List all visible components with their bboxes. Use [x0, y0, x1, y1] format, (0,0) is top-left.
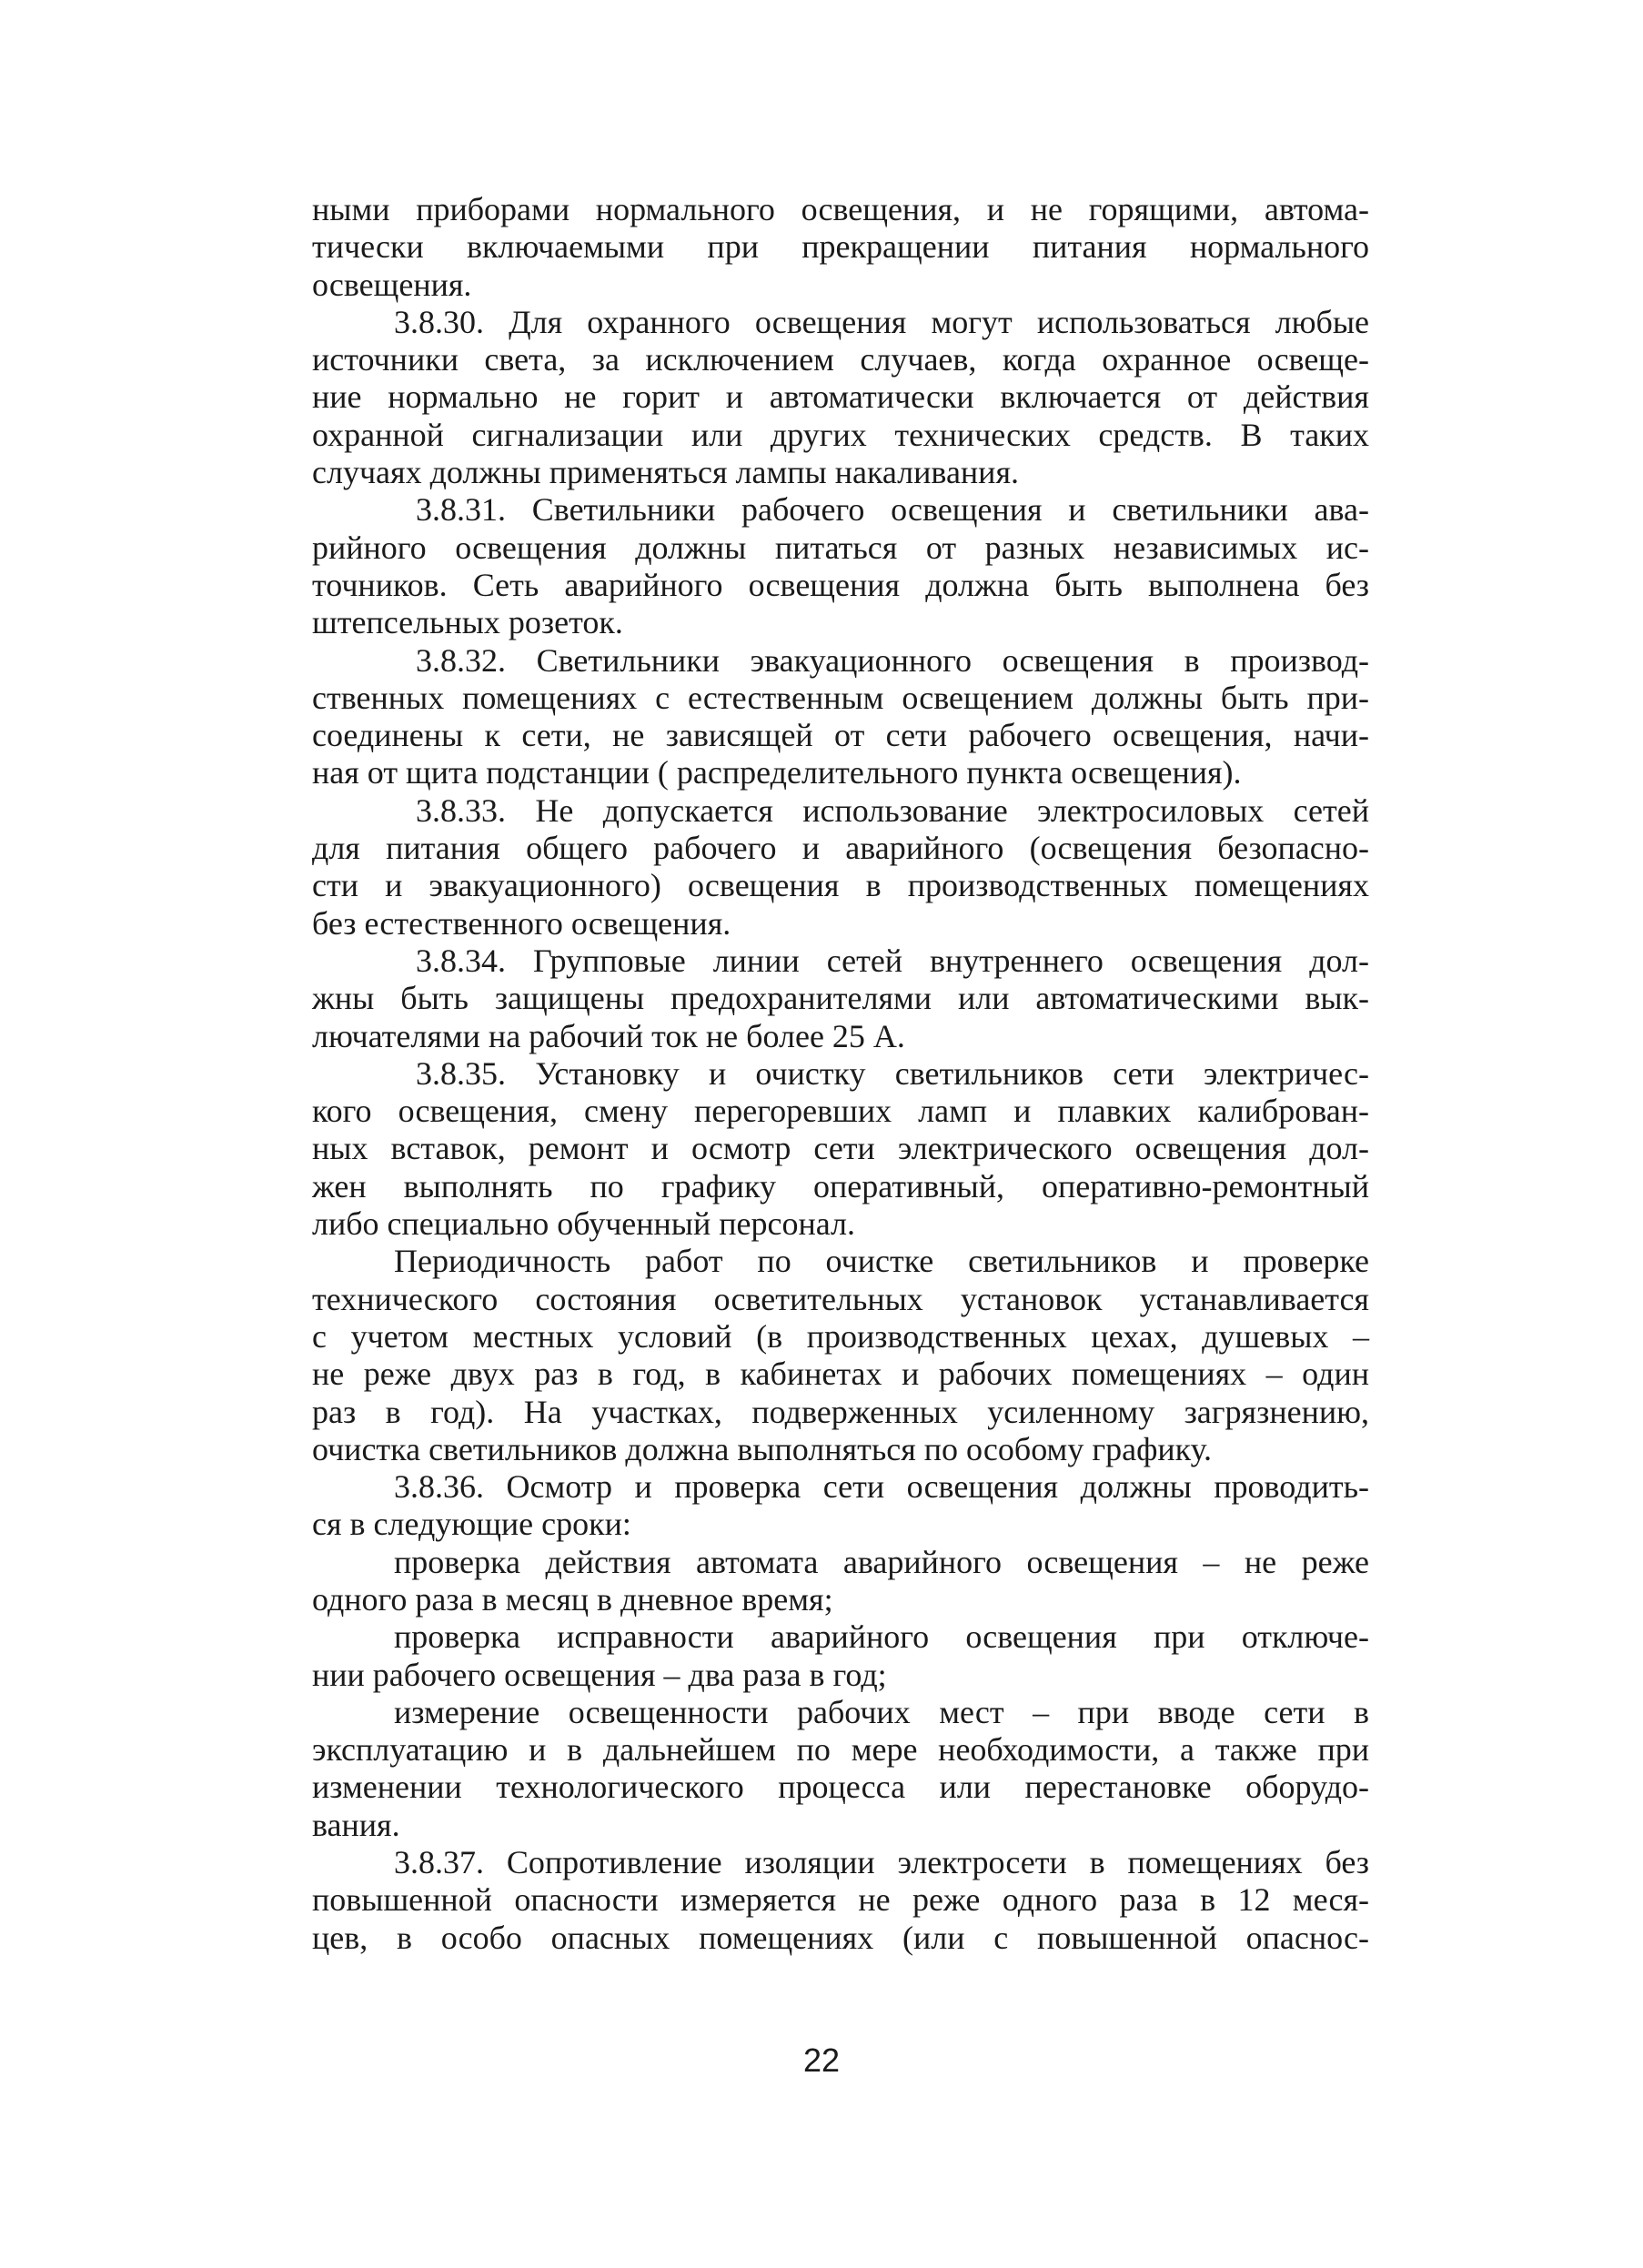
text-line: повышенной опасности измеряется не реже одного раза в 12 меся- [312, 1881, 1369, 1919]
paragraph-3-8-32-start: 3.8.32. Светильники эвакуационного освещения в производ- [416, 641, 1369, 679]
text-line: жен выполнять по графику оперативный, оперативно-ремонтный [312, 1167, 1369, 1205]
paragraph-periodicity-start: Периодичность работ по очистке светильников и проверке [394, 1243, 1369, 1280]
page-number: 22 [802, 2041, 841, 2079]
paragraph-3-8-33-start: 3.8.33. Не допускается использование электросиловых сетей [416, 791, 1369, 829]
paragraph-3-8-37-start: 3.8.37. Сопротивление изоляции электросети в помещениях без [394, 1844, 1369, 1881]
text-line: сти и эвакуационного) освещения в производственных помещениях [312, 867, 1369, 904]
text-line: не реже двух раз в год, в кабинетах и рабочих помещениях – один [312, 1356, 1369, 1393]
text-line: для питания общего рабочего и аварийного (освещения безопасно- [312, 830, 1369, 867]
text-line: эксплуатацию и в дальнейшем по мере необходимости, а также при [312, 1731, 1369, 1769]
text-line: технического состояния осветительных установок устанавливается [312, 1280, 1369, 1317]
text-line: случаях должны применяться лампы накаливания. [312, 454, 1020, 491]
text-line: раз в год). На участках, подверженных усиленному загрязнению, [312, 1393, 1369, 1430]
list-item-illumination-measure: измерение освещенности рабочих мест – при вводе сети в [394, 1693, 1369, 1730]
text-line: ние нормально не горит и автоматически включается от действия [312, 378, 1369, 416]
text-line: вания. [312, 1806, 400, 1843]
text-line: освещения. [312, 266, 472, 303]
text-line: тически включаемыми при прекращении питания нормального [312, 228, 1369, 266]
text-line: точников. Сеть аварийного освещения должна быть выполнена без [312, 566, 1369, 603]
text-line: охранной сигнализации или других технических средств. В таких [312, 416, 1369, 453]
paragraph-3-8-31-start: 3.8.31. Светильники рабочего освещения и светильники ава- [416, 491, 1369, 529]
text-line: ных вставок, ремонт и осмотр сети электрического освещения дол- [312, 1130, 1369, 1167]
text-line: либо специально обученный персонал. [312, 1205, 856, 1243]
text-line: очистка светильников должна выполняться по особому графику. [312, 1430, 1213, 1467]
text-line: соединены к сети, не зависящей от сети рабочего освещения, начи- [312, 717, 1369, 754]
paragraph-3-8-34-start: 3.8.34. Групповые линии сетей внутреннего освещения дол- [416, 942, 1369, 979]
paragraph-3-8-36-start: 3.8.36. Осмотр и проверка сети освещения должны проводить- [394, 1468, 1369, 1506]
text-line: ственных помещениях с естественным освещением должны быть при- [312, 679, 1369, 716]
text-line: ными приборами нормального освещения, и не горящими, автома- [312, 191, 1369, 227]
text-line: ся в следующие сроки: [312, 1506, 631, 1543]
list-item-emergency-check: проверка исправности аварийного освещения при отключе- [394, 1618, 1369, 1656]
text-line: изменении технологического процесса или перестановке оборудо- [312, 1769, 1369, 1806]
text-line: источники света, за исключением случаев, когда охранное освеще- [312, 341, 1369, 378]
text-line: цев, в особо опасных помещениях (или с повышенной опаснос- [312, 1919, 1369, 1956]
text-line: лючателями на рабочий ток не более 25 А. [312, 1017, 905, 1054]
text-line: без естественного освещения. [312, 904, 731, 942]
text-line: штепсельных розеток. [312, 604, 623, 641]
text-line: одного раза в месяц в дневное время; [312, 1580, 833, 1618]
text-line: с учетом местных условий (в производственных цехах, душевых – [312, 1317, 1369, 1355]
body-text [312, 191, 1369, 1957]
paragraph-3-8-35-start: 3.8.35. Установку и очистку светильников сети электричес- [416, 1054, 1369, 1092]
text-line: кого освещения, смену перегоревших ламп и плавких калиброван- [312, 1093, 1369, 1130]
text-line: жны быть защищены предохранителями или автоматическими вык- [312, 980, 1369, 1017]
paragraph-3-8-30-start: 3.8.30. Для охранного освещения могут использоваться любые [394, 303, 1369, 340]
text-line: ная от щита подстанции ( распределительного пункта освещения). [312, 754, 1242, 791]
text-line: нии рабочего освещения – два раза в год; [312, 1656, 887, 1693]
text-line: рийного освещения должны питаться от разных независимых ис- [312, 529, 1369, 566]
list-item-emergency-automat: проверка действия автомата аварийного освещения – не реже [394, 1543, 1369, 1580]
